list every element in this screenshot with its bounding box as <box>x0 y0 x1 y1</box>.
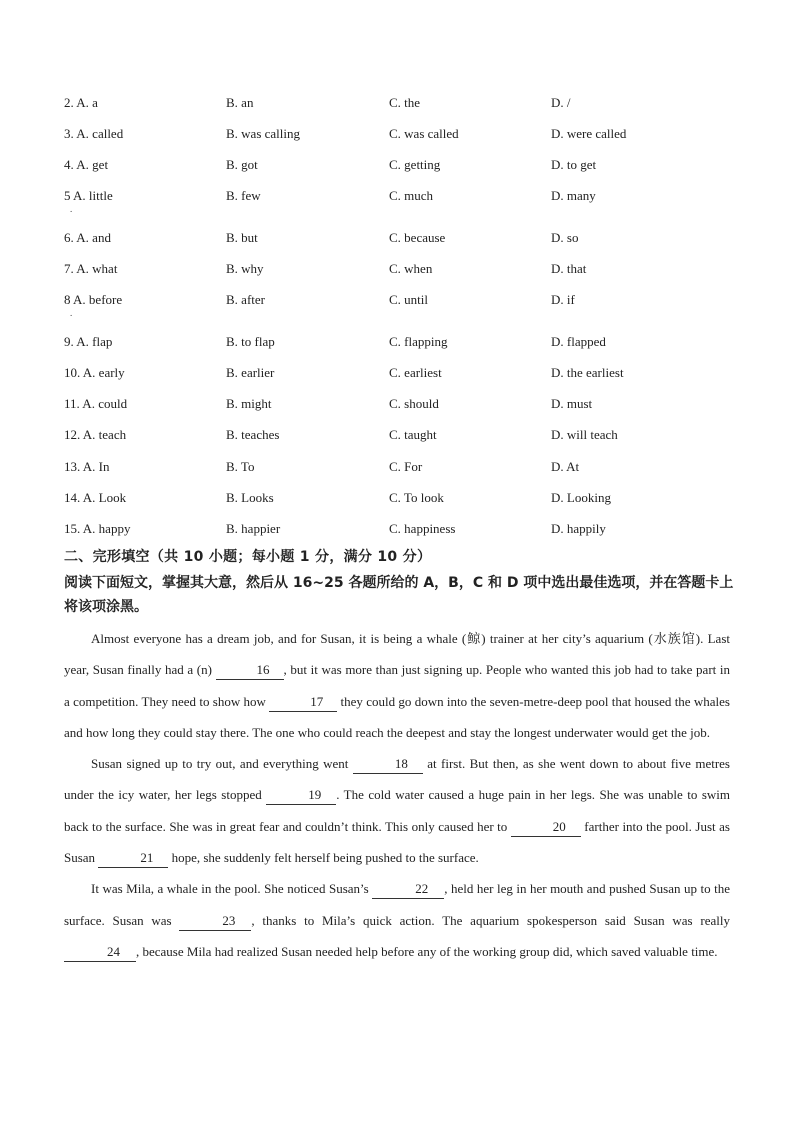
option-row-9 <box>64 332 744 352</box>
option-a: 10. A. early <box>64 365 125 380</box>
option-row-12 <box>64 425 744 445</box>
passage-text: , because Mila had realized Susan needed help before any of the working group did, which saved valuable time. <box>136 943 718 959</box>
option-c: C. happiness <box>389 521 456 536</box>
option-d: D. flapped <box>551 334 606 349</box>
option-d: D. to get <box>551 157 597 172</box>
blank-17: 17 <box>269 693 337 712</box>
option-a: 5 A. little <box>64 188 113 203</box>
option-d: D. Looking <box>551 490 611 505</box>
option-b: B. after <box>226 292 265 307</box>
passage-text: they could go down into the seven-metre-deep pool that housed the whales and how long they could stay there. The one who could reach the deepest and stay the longest underwater would get the job. <box>64 693 730 740</box>
option-row-4 <box>64 155 744 175</box>
passage-text: Susan signed up to try out, and everything went <box>91 756 353 772</box>
option-c: C. For <box>389 459 423 474</box>
stray-dot: . <box>70 308 73 318</box>
option-b: B. why <box>226 261 264 276</box>
option-b: B. few <box>226 188 261 203</box>
option-a: 12. A. teach <box>64 427 127 442</box>
option-c: C. flapping <box>389 334 448 349</box>
option-d: D. must <box>551 396 593 411</box>
option-b: B. got <box>226 157 258 172</box>
option-c: C. the <box>389 95 421 110</box>
option-row-11 <box>64 394 744 414</box>
passage-text: , thanks to Mila’s quick action. The aquarium spokesperson said Susan was really <box>251 912 730 928</box>
option-row-10 <box>64 363 744 383</box>
blank-16: 16 <box>216 661 284 680</box>
paragraph-1 <box>64 623 730 748</box>
option-d: D. if <box>551 292 575 307</box>
option-b: B. earlier <box>226 365 275 380</box>
option-c: C. earliest <box>389 365 442 380</box>
option-row-5 <box>64 186 744 214</box>
option-row-15 <box>64 519 744 539</box>
passage-text: farther into the pool. Just as Susan <box>64 818 730 866</box>
option-a: 4. A. get <box>64 157 109 172</box>
option-b: B. Looks <box>226 490 274 505</box>
option-c: C. was called <box>389 126 459 141</box>
option-row-2 <box>64 93 744 113</box>
option-d: D. / <box>551 95 571 110</box>
option-row-13 <box>64 457 744 477</box>
option-d: D. At <box>551 459 580 474</box>
option-b: B. an <box>226 95 254 110</box>
blank-18: 18 <box>353 755 423 774</box>
option-d: D. so <box>551 230 579 245</box>
blank-21: 21 <box>98 849 168 868</box>
blank-20: 20 <box>511 818 581 837</box>
stray-dot: . <box>70 204 73 214</box>
option-d: D. happily <box>551 521 606 536</box>
paragraph-2 <box>64 748 730 873</box>
option-row-3 <box>64 124 744 144</box>
option-d: D. will teach <box>551 427 618 442</box>
option-b: B. might <box>226 396 272 411</box>
option-c: C. should <box>389 396 439 411</box>
option-c: C. To look <box>389 490 444 505</box>
option-a: 11. A. could <box>64 396 128 411</box>
option-d: D. the earliest <box>551 365 624 380</box>
option-row-6 <box>64 228 744 248</box>
option-c: C. taught <box>389 427 437 442</box>
section-title: 二、完形填空（共 10 小题；每小题 1 分，满分 10 分） <box>64 549 432 565</box>
blank-19: 19 <box>266 786 336 805</box>
option-c: C. until <box>389 292 429 307</box>
blank-24: 24 <box>64 943 136 962</box>
blank-22: 22 <box>372 880 444 899</box>
option-c: C. when <box>389 261 433 276</box>
option-a: 8 A. before <box>64 292 123 307</box>
passage-text: Almost everyone has a dream job, and for Susan, it is being a whale (鲸) trainer at her city’s aquarium (水族馆). Last year, Susan finally had a (n) <box>64 631 730 678</box>
option-b: B. but <box>226 230 258 245</box>
option-row-14 <box>64 488 744 508</box>
option-a: 13. A. In <box>64 459 110 474</box>
option-d: D. were called <box>551 126 627 141</box>
option-b: B. teaches <box>226 427 280 442</box>
blank-23: 23 <box>179 912 251 931</box>
option-row-7 <box>64 259 744 279</box>
passage-text: , held her leg in her mouth and pushed Susan up to the surface. Susan was <box>64 881 730 928</box>
option-b: B. To <box>226 459 255 474</box>
option-a: 3. A. called <box>64 126 124 141</box>
passage-text: , but it was more than just signing up. People who wanted this job had to take part in a competition. They need to show how <box>64 662 730 709</box>
passage-text: at first. But then, as she went down to about five metres under the icy water, her legs stopped <box>64 756 730 803</box>
option-d: D. that <box>551 261 587 276</box>
paragraph-3 <box>64 873 730 967</box>
option-a: 6. A. and <box>64 230 111 245</box>
option-b: B. was calling <box>226 126 301 141</box>
option-a: 15. A. happy <box>64 521 131 536</box>
option-b: B. happier <box>226 521 281 536</box>
cloze-passage <box>64 623 730 967</box>
option-row-8 <box>64 290 744 318</box>
option-a: 2. A. a <box>64 95 98 110</box>
option-c: C. because <box>389 230 446 245</box>
passage-text: It was Mila, a whale in the pool. She noticed Susan’s <box>91 881 373 897</box>
option-c: C. getting <box>389 157 441 172</box>
option-a: 14. A. Look <box>64 490 127 505</box>
section-instruction: 阅读下面短文，掌握其大意，然后从 16~25 各题所给的 A，B，C 和 D 项中选出最佳选项，并在答题卡上将该项涂黑。 <box>64 575 734 615</box>
option-d: D. many <box>551 188 596 203</box>
passage-text: . The cold water caused a huge pain in her legs. She was unable to swim back to the surface. She was in great fear and couldn’t think. This only caused her to <box>64 787 730 834</box>
passage-text: hope, she suddenly felt herself being pushed to the surface. <box>168 850 479 866</box>
option-a: 9. A. flap <box>64 334 113 349</box>
option-a: 7. A. what <box>64 261 118 276</box>
option-b: B. to flap <box>226 334 275 349</box>
option-c: C. much <box>389 188 434 203</box>
